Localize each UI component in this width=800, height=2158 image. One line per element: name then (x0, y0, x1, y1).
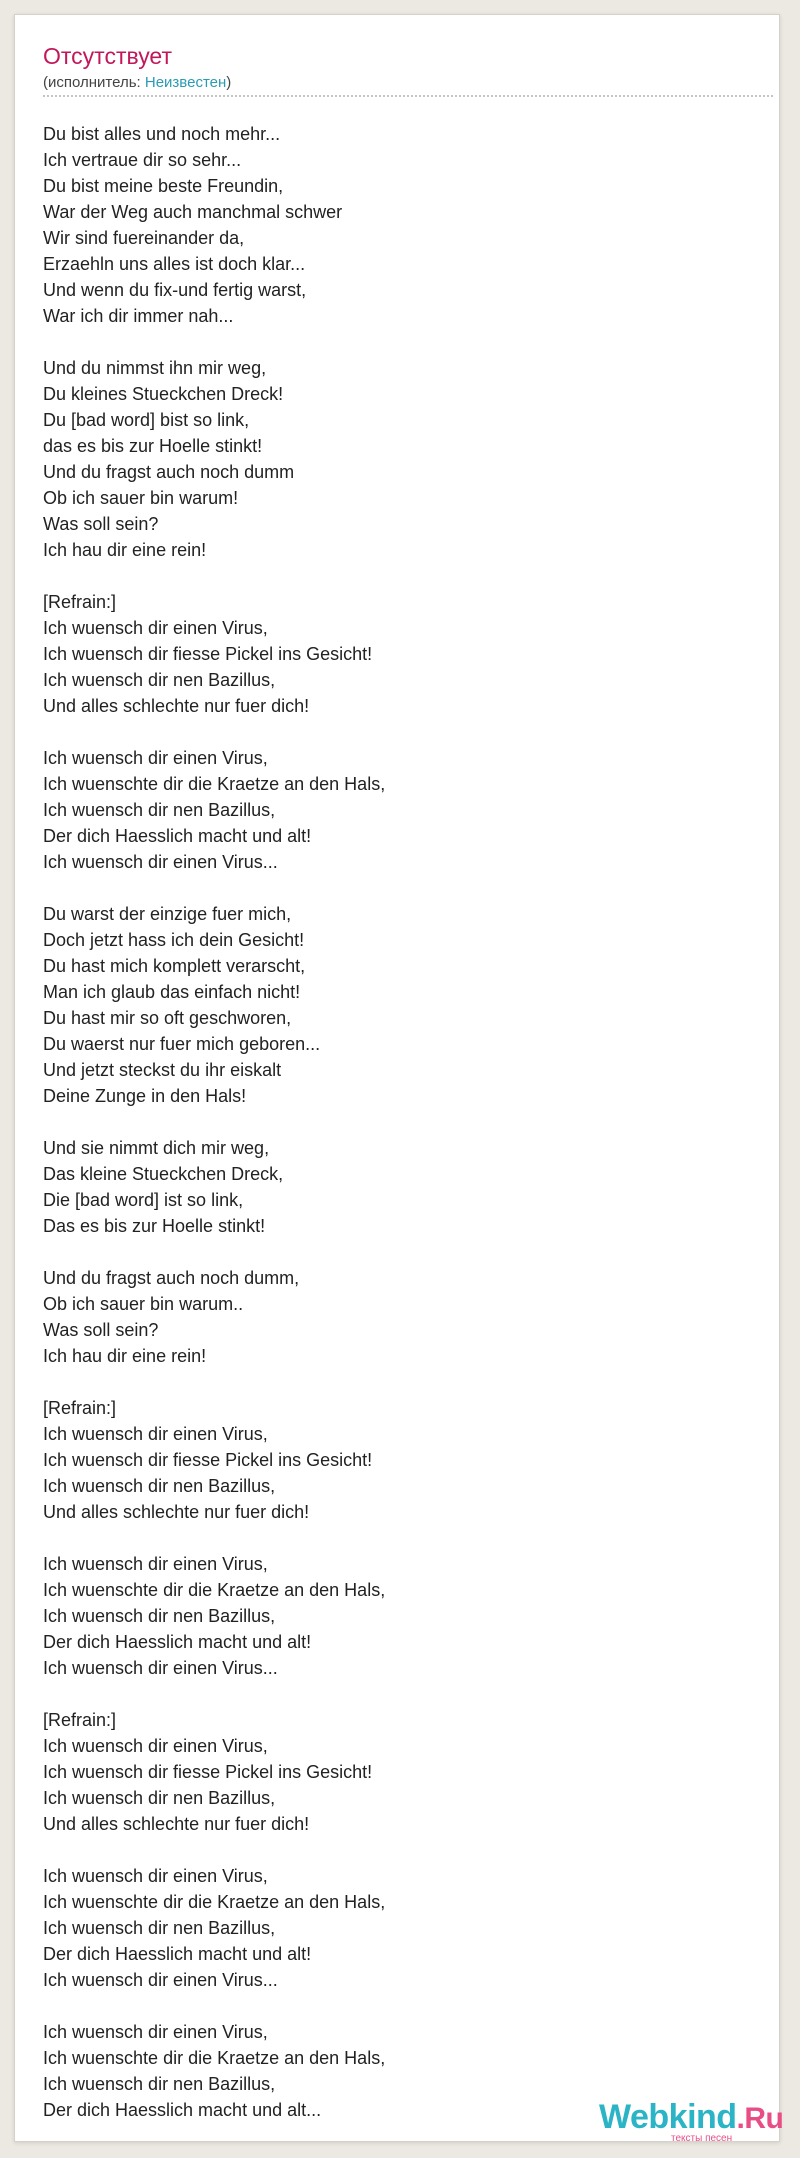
lyric-line: Was soll sein? (43, 1320, 159, 1340)
lyric-line: Was soll sein? (43, 514, 159, 534)
lyric-line (43, 1525, 763, 1551)
lyric-line (43, 1239, 763, 1265)
lyric-line: Ich wuensch dir einen Virus, (43, 1866, 268, 1886)
lyric-line: Du bist alles und noch mehr... (43, 124, 281, 144)
lyric-line: Du kleines Stueckchen Dreck! (43, 384, 284, 404)
lyric-line: Ich wuensch dir nen Bazillus, (43, 2074, 276, 2094)
artist-line (43, 74, 231, 92)
lyric-line: War der Weg auch manchmal schwer (43, 202, 343, 222)
lyric-line: Du warst der einzige fuer mich, (43, 904, 292, 924)
logo-tld: .Ru (736, 2102, 784, 2135)
lyric-line: [Refrain:] (43, 1398, 117, 1418)
lyric-line: Ich wuensch dir nen Bazillus, (43, 1788, 276, 1808)
lyric-line: Das es bis zur Hoelle stinkt! (43, 1216, 266, 1236)
lyric-line: Du [bad word] bist so link, (43, 410, 250, 430)
lyric-line: Ich vertraue dir so sehr... (43, 150, 242, 170)
lyric-line: Ich wuenschte dir die Kraetze an den Hals, (43, 2048, 386, 2068)
lyric-line: [Refrain:] (43, 1710, 117, 1730)
lyric-line: Der dich Haesslich macht und alt... (43, 2100, 322, 2120)
lyric-line: Du waerst nur fuer mich geboren... (43, 1034, 321, 1054)
lyric-line: Und jetzt steckst du ihr eiskalt (43, 1060, 282, 1080)
lyric-line (43, 1993, 763, 2019)
song-title: Отсутствует (43, 43, 172, 69)
lyric-line (43, 875, 763, 901)
lyric-line: Und wenn du fix-und fertig warst, (43, 280, 307, 300)
lyric-line: Wir sind fuereinander da, (43, 228, 245, 248)
artist-suffix: ) (226, 74, 232, 91)
artist-link[interactable]: Неизвестен (144, 74, 227, 91)
lyric-line: Ich wuensch dir einen Virus, (43, 748, 268, 768)
lyric-line (43, 1837, 763, 1863)
artist-prefix: (исполнитель: (43, 74, 145, 91)
lyric-line: Ich wuensch dir nen Bazillus, (43, 800, 276, 820)
lyric-line (43, 329, 763, 355)
lyric-line: Und du fragst auch noch dumm (43, 462, 295, 482)
lyric-line: Doch jetzt hass ich dein Gesicht! (43, 930, 305, 950)
lyric-line: Die [bad word] ist so link, (43, 1190, 244, 1210)
lyric-line: Ich wuensch dir fiesse Pickel ins Gesicht! (43, 1762, 373, 1782)
lyric-line: Und du nimmst ihn mir weg, (43, 358, 267, 378)
title-divider (43, 95, 773, 97)
lyric-line: Ich wuensch dir einen Virus... (43, 1658, 278, 1678)
lyric-line: Man ich glaub das einfach nicht! (43, 982, 301, 1002)
lyric-line (43, 1369, 763, 1395)
lyric-line: Ich wuensch dir einen Virus, (43, 1424, 268, 1444)
lyric-line: Erzaehln uns alles ist doch klar... (43, 254, 306, 274)
lyric-line: Ich wuensch dir einen Virus, (43, 2022, 268, 2042)
lyric-line: Ich wuensch dir nen Bazillus, (43, 1918, 276, 1938)
lyrics-card (14, 14, 784, 2144)
lyric-line: Ich wuensch dir nen Bazillus, (43, 1476, 276, 1496)
lyric-line: Ich wuensch dir einen Virus... (43, 852, 278, 872)
lyric-line: Das kleine Stueckchen Dreck, (43, 1164, 284, 1184)
lyric-line: Der dich Haesslich macht und alt! (43, 1632, 312, 1652)
lyric-line: Ich wuensch dir nen Bazillus, (43, 670, 276, 690)
lyric-line: [Refrain:] (43, 592, 117, 612)
lyric-line: Der dich Haesslich macht und alt! (43, 1944, 312, 1964)
lyric-line: Ich wuensch dir fiesse Pickel ins Gesicht! (43, 1450, 373, 1470)
lyric-line: Ich wuensch dir einen Virus, (43, 618, 268, 638)
lyric-line: Du hast mich komplett verarscht, (43, 956, 306, 976)
lyric-line (43, 719, 763, 745)
lyric-line: Ich wuensch dir einen Virus... (43, 1970, 278, 1990)
lyric-line: Und sie nimmt dich mir weg, (43, 1138, 270, 1158)
logo-tagline: тексты песен (671, 2133, 733, 2144)
lyric-line: Ob ich sauer bin warum.. (43, 1294, 244, 1314)
lyric-line: Ob ich sauer bin warum! (43, 488, 239, 508)
lyric-line: Und du fragst auch noch dumm, (43, 1268, 300, 1288)
lyric-line: Ich wuenschte dir die Kraetze an den Hals, (43, 774, 386, 794)
lyric-line: Ich wuensch dir einen Virus, (43, 1736, 268, 1756)
lyric-line: Ich wuensch dir fiesse Pickel ins Gesicht! (43, 644, 373, 664)
lyric-line (43, 1109, 763, 1135)
lyric-line: das es bis zur Hoelle stinkt! (43, 436, 263, 456)
lyric-line: Ich wuensch dir nen Bazillus, (43, 1606, 276, 1626)
lyric-line: Deine Zunge in den Hals! (43, 1086, 247, 1106)
lyric-line: Und alles schlechte nur fuer dich! (43, 696, 310, 716)
lyric-line: Ich wuensch dir einen Virus, (43, 1554, 268, 1574)
lyric-line: Und alles schlechte nur fuer dich! (43, 1502, 310, 1522)
webkind-logo[interactable] (599, 2097, 789, 2143)
lyric-line: Ich wuenschte dir die Kraetze an den Hals, (43, 1580, 386, 1600)
lyrics-body (43, 121, 763, 2123)
lyric-line (43, 1681, 763, 1707)
lyric-line (43, 563, 763, 589)
lyric-line: Und alles schlechte nur fuer dich! (43, 1814, 310, 1834)
lyric-line: Der dich Haesslich macht und alt! (43, 826, 312, 846)
lyric-line: Du bist meine beste Freundin, (43, 176, 284, 196)
lyric-line: War ich dir immer nah... (43, 306, 234, 326)
lyric-line: Ich hau dir eine rein! (43, 540, 207, 560)
lyric-line: Du hast mir so oft geschworen, (43, 1008, 292, 1028)
logo-brand: Webkind (599, 2098, 737, 2136)
lyric-line: Ich hau dir eine rein! (43, 1346, 207, 1366)
lyric-line: Ich wuenschte dir die Kraetze an den Hals, (43, 1892, 386, 1912)
